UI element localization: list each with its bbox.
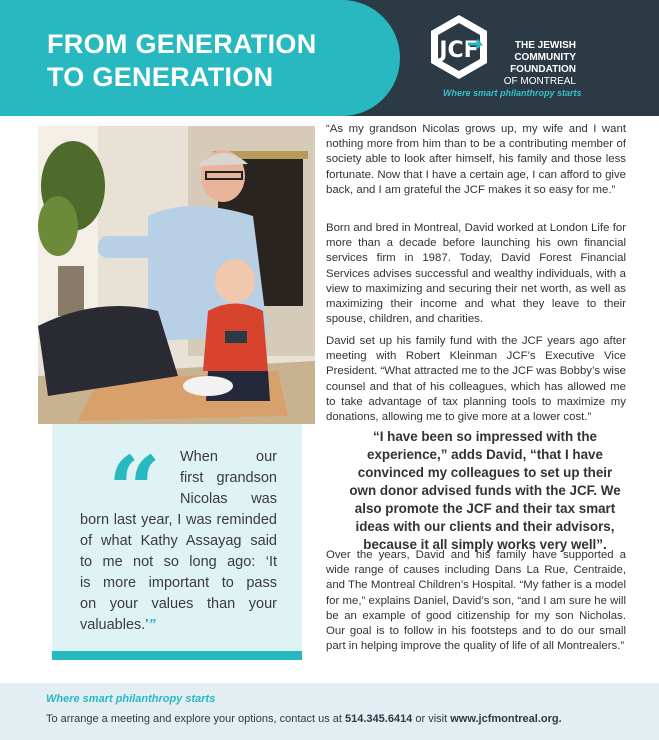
article-paragraph-3: David set up his family fund with the JCF years ago after meeting with Robert Kleinman JCF’s Executive Vice President. “What attracted me to the JCF was Bobby’s wise counsel and that of his colleagues, which has allowed me to take advantage of tax planning tools to maximize my donations, allowing me to give more at a lower cost.” [326,335,626,424]
quote-line: to me not so long ago: ‘It [80,554,277,570]
quote-line: born last year, I was reminded [80,512,277,528]
quote-line: Nicolas was [180,491,277,507]
logo-text: JCF [439,38,479,63]
quote-line: on your values than your [80,596,277,612]
quote-line: first grandson [180,470,277,486]
close-quote-icon: ” [148,617,156,633]
title-line-2: TO GENERATION [47,62,274,92]
contact-end: . [558,713,562,725]
org-line: THE JEWISH [514,40,576,51]
quote-line [80,615,277,636]
footer-banner [0,683,659,740]
footer-contact [46,713,562,725]
footer-tagline: Where smart philanthropy starts [46,693,216,705]
title-line-1: FROM GENERATION [47,29,317,59]
org-line: FOUNDATION [510,64,576,75]
quote-line: When our [180,449,277,465]
quote-line: is more important to pass [80,575,277,591]
article-paragraph-1: “As my grandson Nicolas grows up, my wife and I want nothing more from him than to be a contributing member of society able to look after himself, his family and those less fortunate. Now that I have a certain age, I can afford to give back, and I am grateful the JCF makes it so easy for me.” [326,123,626,196]
org-line: COMMUNITY [514,52,576,63]
article-paragraph-2: Born and bred in Montreal, David worked at London Life for more than a decade before launching his own financial services firm in 1987. Today, David Forest Financial Services advises successful and wealthy individuals, with a view to maximizing and securing their net worth, as well as maximizing their income and what they leave to their spouse, children, and charities. [326,222,626,326]
jcf-logo-icon [424,12,494,82]
open-quote-icon: “ [108,436,161,544]
quote-last-text: valuables.’ [80,617,149,633]
org-line: OF MONTREAL [503,76,576,87]
article-paragraph-4: Over the years, David and his family have supported a wide range of causes including Dans La Rue, Centraide, and The Montreal Children’s Hospital. “My father is a model for me,” explains Daniel, David’s son, “and I am sure he will be an example of good citizenship for my son Nicholas. Our goal is to follow in his footsteps and to do our small part in helping improve the quality of life of all Montrealers.” [326,549,626,653]
page-title [47,28,317,94]
contact-text: or visit [412,713,451,725]
pull-quote: “I have been so impressed with the experience,” adds David, “that I have convinced my colleagues to set up their own donor advised funds with the JCF. We also promote the JCF and their tax smart ideas with our clients and their advisors, because it all simply works very well”. [349,429,621,552]
organization-name [490,40,576,88]
header-tagline: Where smart philanthropy starts [443,88,582,98]
quote-line: of what Kathy Assayag said [80,533,277,549]
contact-text: To arrange a meeting and explore your options, contact us at [46,713,346,725]
website-link[interactable]: www.jcfmontreal.org [450,713,559,725]
quote-box-accent-bar [52,651,302,660]
grandfather-grandson-photo [38,126,315,424]
phone-number: 514.345.6414 [345,713,413,725]
